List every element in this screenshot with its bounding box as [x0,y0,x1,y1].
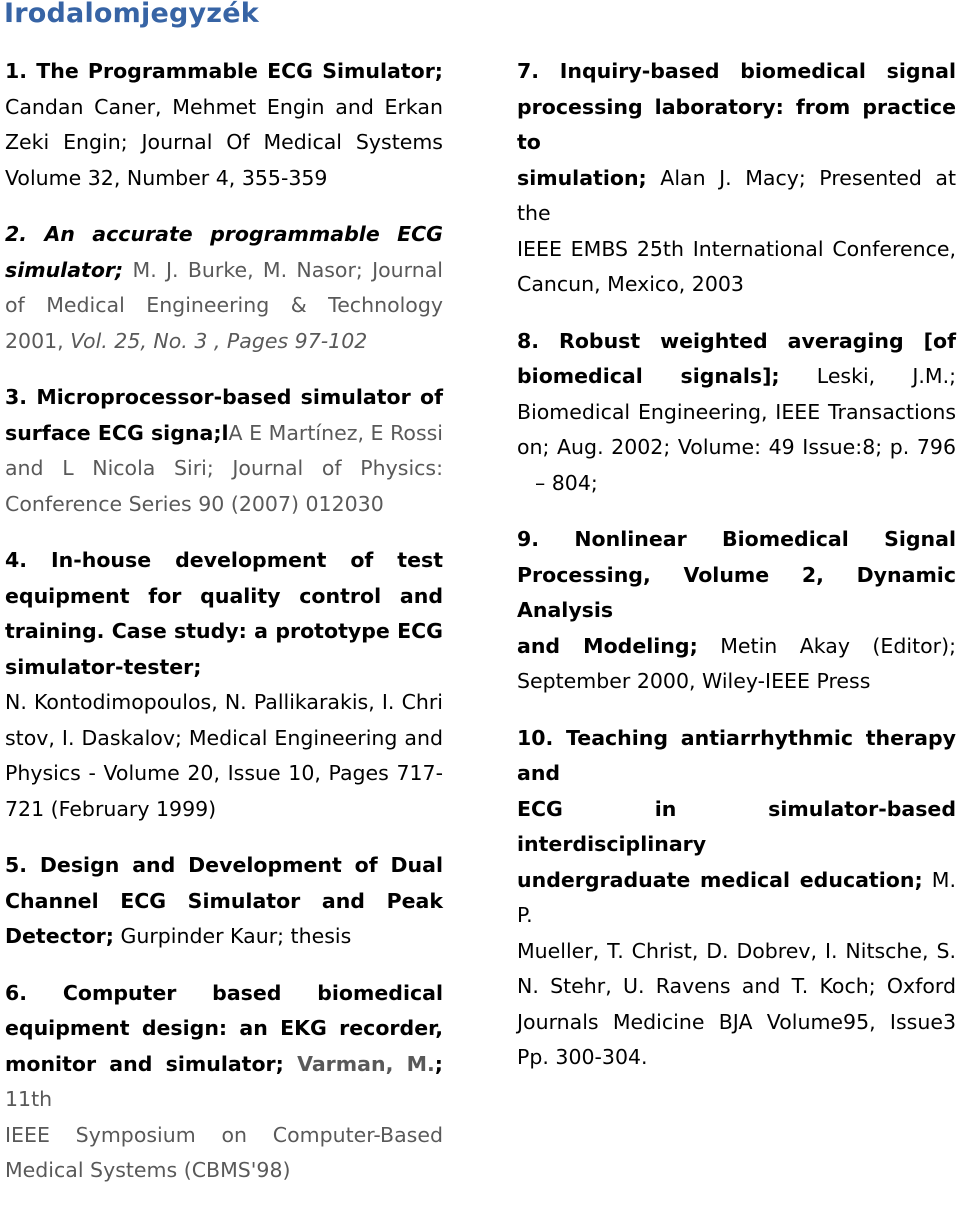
reference-1-line: Volume 32, Number 4, 355-359 [5,165,328,190]
reference-2-line [5,253,443,289]
reference-3-line: and L Nicola Siri; Journal of Physics: [5,456,443,480]
reference-10-line [517,863,956,934]
reference-7-title: 7. Inquiry-based biomedical signal [517,59,956,83]
reference-4-title: equipment for quality control and [5,583,443,608]
reference-4-line: N. Kontodimopoulos, N. Pallikarakis, I. Chri [5,690,443,714]
reference-3-line [5,416,443,452]
page-title: Irodalomjegyzék [4,0,259,29]
reference-7 [517,54,956,303]
reference-4-line: 721 (February 1999) [5,796,217,821]
reference-7-title-cont: simulation; [517,165,647,190]
reference-6-title: equipment design: an EKG recorder, [5,1016,443,1040]
reference-1-line: Candan Caner, Mehmet Engin and Erkan [5,94,443,119]
reference-4-line: stov, I. Daskalov; Medical Engineering and [5,725,443,750]
reference-3-line: Conference Series 90 (2007) 012030 [5,491,384,516]
reference-7-line: IEEE EMBS 25th International Conference, [517,236,956,261]
reference-7-line: Cancun, Mexico, 2003 [517,272,744,296]
reference-6 [5,976,443,1189]
reference-6-line [5,1047,443,1118]
reference-2 [5,217,443,359]
reference-9-title: 9. Nonlinear Biomedical Signal [517,527,956,551]
reference-5-title: 5. Design and Development of Dual [5,853,443,877]
reference-8-authors: Leski, J.M.; [779,364,956,388]
reference-6-conference: 11th [5,1087,53,1111]
reference-5-line [5,919,443,955]
reference-3 [5,380,443,522]
reference-8-line [517,359,956,395]
reference-4-title: simulator-tester; [5,654,202,679]
reference-3-title-cont: surface ECG signa;l [5,420,229,445]
reference-8-title: 8. Robust weighted averaging [of [517,328,956,353]
reference-10 [517,721,956,1076]
reference-8-line: Biomedical Engineering, IEEE Transactions [517,399,956,424]
left-column [5,54,443,1210]
reference-5-title: Channel ECG Simulator and Peak [5,888,443,913]
reference-1-title: 1. The Programmable ECG Simulator; [5,59,443,83]
reference-2-volume: Vol. 25, No. 3 , Pages 97-102 [70,328,368,353]
reference-5-authors: Gurpinder Kaur; thesis [113,924,352,948]
reference-2-line [5,324,443,360]
reference-7-line [517,161,956,232]
reference-10-title: 10. Teaching antiarrhythmic therapy and [517,725,956,785]
reference-5 [5,848,443,955]
reference-2-year: 2001, [5,328,71,353]
reference-5-title-cont: Detector; [5,924,114,948]
reference-2-line: of Medical Engineering & Technology [5,293,443,317]
reference-1-line: Zeki Engin; Journal Of Medical Systems [5,130,443,154]
reference-2-title-cont: simulator; [5,257,124,282]
reference-1 [5,54,443,196]
reference-9-title: Processing, Volume 2, Dynamic Analysis [517,562,956,622]
reference-10-title-cont: undergraduate medical education; [517,867,923,892]
reference-2-authors: M. J. Burke, M. Nasor; Journal [123,257,443,282]
reference-10-line: Mueller, T. Christ, D. Dobrev, I. Nitsche, S. [517,938,956,963]
reference-7-authors: Alan J. Macy; Presented at the [517,165,956,225]
reference-10-title: ECG in simulator-based interdisciplinary [517,796,956,856]
reference-6-author: Varman, M. [297,1051,435,1076]
reference-6-title: 6. Computer based biomedical [5,980,443,1005]
reference-9-title-cont: and Modeling; [517,633,698,658]
right-column [517,54,956,1097]
reference-4-title: training. Case study: a prototype ECG [5,619,443,643]
reference-8-title-cont: biomedical signals]; [517,364,780,388]
reference-6-line: IEEE Symposium on Computer-Based [5,1122,443,1147]
reference-3-title: 3. Microprocessor-based simulator of [5,385,443,409]
reference-2-title: 2. An accurate programmable ECG [5,222,443,246]
reference-8 [517,324,956,502]
reference-10-line: Pp. 300-304. [517,1045,648,1069]
reference-9-authors: Metin Akay (Editor); [697,633,956,658]
reference-10-authors: M. P. [517,867,956,927]
reference-7-title: processing laboratory: from practice to [517,94,956,154]
reference-9 [517,522,956,700]
reference-4 [5,543,443,827]
reference-10-line: N. Stehr, U. Ravens and T. Koch; Oxford [517,974,956,998]
reference-6-line: Medical Systems (CBMS'98) [5,1158,291,1182]
reference-8-line: on; Aug. 2002; Volume: 49 Issue:8; p. 796 [517,435,956,459]
reference-3-authors: A E Martínez, E Rossi [228,420,443,445]
reference-9-line [517,629,956,665]
reference-6-separator: ; [434,1051,443,1076]
reference-9-line: September 2000, Wiley-IEEE Press [517,669,871,693]
reference-6-title-cont: monitor and simulator; [5,1051,298,1076]
reference-10-line: Journals Medicine BJA Volume95, Issue3 [517,1009,956,1034]
reference-8-line: – 804; [535,470,598,495]
reference-4-title: 4. In-house development of test [5,548,443,572]
reference-4-line: Physics - Volume 20, Issue 10, Pages 717- [5,761,443,785]
